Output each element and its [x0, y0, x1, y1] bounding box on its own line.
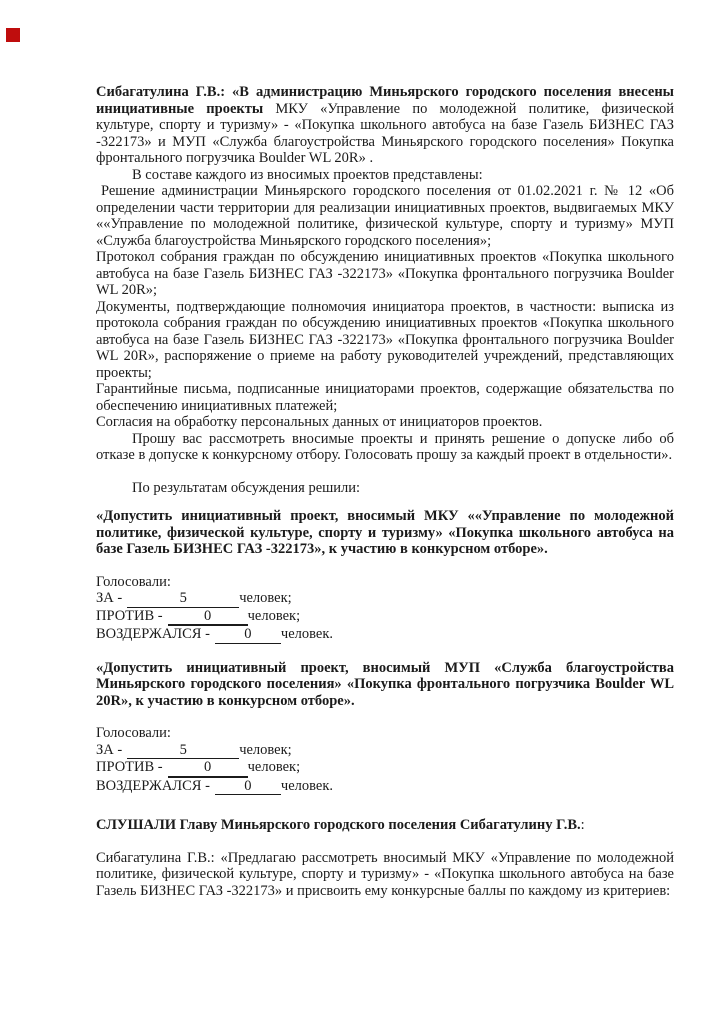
vote-1-protiv-value-underline: 0	[168, 608, 248, 627]
vote-1-row-vozderzhalsya	[96, 626, 674, 644]
vote-2-za-value-underline: 5	[127, 742, 239, 760]
paragraph-final-proposal: Сибагатулина Г.В.: «Предлагаю рассмотреть вносимый МКУ «Управление по молодежной политике, физической культуре, спорту и туризму» - «Покупка школьного автобуса на базе Газель БИЗНЕС ГАЗ -322173» и присвоить ему конкурсные баллы по каждому из критериев:	[96, 849, 674, 899]
vote-2-vozd-value-underline: 0	[215, 778, 281, 796]
vote-1-protiv-suffix: человек;	[247, 607, 301, 624]
resolution-2: «Допустить инициативный проект, вносимый МУП «Служба благоустройства Миньярского городского поселения» «Покупка фронтального погрузчика Boulder WL 20R», к участию в конкурсном отборе».	[96, 659, 674, 709]
document-content	[96, 84, 674, 899]
vote-2-vozd-suffix: человек.	[280, 777, 334, 794]
vote-2-protiv-value-underline: 0	[168, 759, 248, 778]
vote-1-row-za	[96, 590, 674, 608]
paragraph-documents: Документы, подтверждающие полномочия инициатора проектов, в частности: выписка из протокола собрания граждан по обсуждению инициативных проектов «Покупка школьного автобуса на базе Газель БИЗНЕС ГАЗ -322173» «Покупка фронтального погрузчика Boulder WL 20R», распоряжение о приеме на работу руководителей учреждений, представляющих проекты;	[96, 298, 674, 381]
paragraph-intro	[96, 84, 674, 167]
vote-2-protiv-label: ПРОТИВ -	[96, 759, 163, 775]
vote-2-protiv-suffix: человек;	[247, 759, 301, 775]
vote-block-2	[96, 725, 674, 795]
vote-1-heading: Голосовали:	[96, 573, 171, 590]
vote-2-za-label: ЗА -	[96, 741, 123, 758]
red-square-marker	[6, 28, 20, 42]
vote-1-protiv-label: ПРОТИВ -	[96, 607, 163, 624]
paragraph-request: Прошу вас рассмотреть вносимые проекты и принять решение о допуске либо об отказе в допуске к конкурсному отбору. Голосовать прошу за каждый проект в отдельности».	[96, 430, 674, 463]
vote-2-heading: Голосовали:	[96, 725, 171, 741]
vote-2-vozd-label: ВОЗДЕРЖАЛСЯ -	[96, 777, 210, 794]
vote-1-za-suffix: человек;	[239, 590, 292, 606]
vote-2-row-za	[96, 742, 674, 760]
vote-1-za-value-underline: 5	[127, 590, 239, 608]
vote-1-vozd-value-underline: 0	[215, 626, 281, 644]
vote-2-row-vozderzhalsya	[96, 778, 674, 796]
paragraph-protocol: Протокол собрания граждан по обсуждению инициативных проектов «Покупка школьного автобуса на базе Газель БИЗНЕС ГАЗ -322173» «Покупка фронтального погрузчика Boulder WL 20R»;	[96, 249, 674, 298]
vote-2-row-protiv	[96, 759, 674, 778]
speaker-statement-rest: МКУ «Управление по молодежной политике, физической культуре, спорту и туризму» - «Покупка школьного автобуса на базе Газель БИЗНЕС ГАЗ -322173» и МУП «Служба благоустройства Миньярского городского поселения» Покупка фронтального погрузчика Boulder WL 20R» .	[96, 100, 674, 166]
vote-1-row-protiv	[96, 608, 674, 627]
paragraph-guarantee-letters: Гарантийные письма, подписанные инициаторами проектов, содержащие обязательства по обеспечению инициативных платежей;	[96, 381, 674, 414]
vote-2-za-suffix: человек;	[239, 741, 292, 758]
paragraph-results-heading: По результатам обсуждения решили:	[132, 479, 361, 496]
vote-1-vozd-suffix: человек.	[280, 626, 334, 642]
vote-1-za-label: ЗА -	[96, 590, 123, 606]
slushali-heading-bold: СЛУШАЛИ Главу Миньярского городского поселения Сибагатулину Г.В.	[96, 817, 581, 833]
paragraph-decision-document: Решение администрации Миньярского городского поселения от 01.02.2021 г. № 12 «Об определении части территории для реализации инициативных проектов, выдвигаемых МКУ ««Управление по молодежной политике, физической культуре, спорту и туризму» МУП «Служба благоустройства Миньярского городского поселения»;	[96, 183, 674, 249]
vote-block-1	[96, 574, 674, 644]
slushali-heading	[96, 817, 674, 834]
paragraph-composition: В составе каждого из вносимых проектов представлены:	[132, 166, 483, 183]
paragraph-consents: Согласия на обработку персональных данных от инициаторов проектов.	[96, 414, 543, 430]
slushali-heading-colon: :	[580, 817, 585, 833]
speaker-statement-bold: Сибагатулина Г.В.: «В администрацию Миньярского городского поселения внесены инициативные проекты	[96, 84, 674, 117]
resolution-1: «Допустить инициативный проект, вносимый МКУ ««Управление по молодежной политике, физической культуре, спорту и туризму» «Покупка школьного автобуса на базе Газель БИЗНЕС ГАЗ -322173», к участию в конкурсном отборе».	[96, 508, 674, 557]
vote-1-vozd-label: ВОЗДЕРЖАЛСЯ -	[96, 626, 210, 642]
